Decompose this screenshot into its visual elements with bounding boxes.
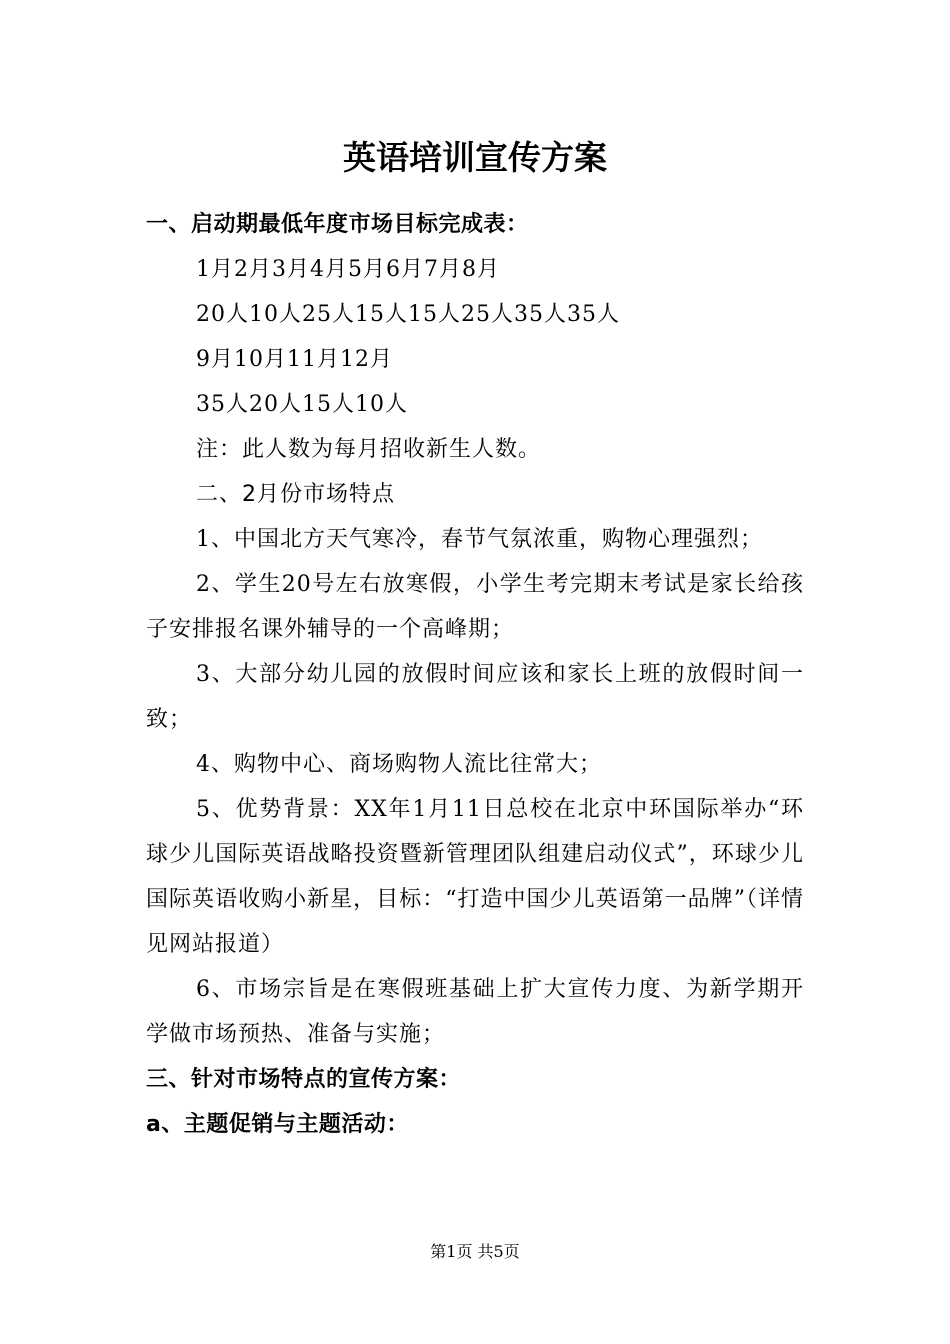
target-table-months-row-2: 9月10月11月12月 [196,347,393,372]
section-2-heading: 二、2月份市场特点 [196,482,395,507]
target-table-counts-row-2: 35人20人15人10人 [196,392,408,417]
market-feature-item: 3、大部分幼儿园的放假时间应该和家长上班的放假时间一致； [146,662,804,732]
market-feature-item: 4、购物中心、商场购物人流比往常大； [196,752,602,777]
market-feature-item: 1、中国北方天气寒冷，春节气氛浓重，购物心理强烈； [196,527,763,552]
market-feature-item: 2、学生20号左右放寒假，小学生考完期末考试是家长给孩子安排报名课外辅导的一个高峰期； [146,572,804,642]
section-3-heading: 三、针对市场特点的宣传方案： [146,1067,462,1092]
document-body [146,202,804,1147]
page-footer: 第1页 共5页 [430,1242,520,1261]
document-title: 英语培训宣传方案 [343,138,607,177]
target-table-months-row-1: 1月2月3月4月5月6月7月8月 [196,257,500,282]
market-feature-item: 5、优势背景：XX年1月11日总校在北京中环国际举办“环球少儿国际英语战略投资暨新管理团队组建启动仪式”，环球少儿国际英语收购小新星，目标：“打造中国少儿英语第一品牌”（详情见网站报道） [146,797,804,957]
target-table-note: 注：此人数为每月招收新生人数。 [196,437,542,462]
section-3-subheading: a、主题促销与主题活动： [146,1112,409,1137]
market-feature-item: 6、市场宗旨是在寒假班基础上扩大宣传力度、为新学期开学做市场预热、准备与实施； [146,977,804,1047]
target-table-counts-row-1: 20人10人25人15人15人25人35人35人 [196,302,620,327]
section-1-heading: 一、启动期最低年度市场目标完成表： [146,212,529,237]
